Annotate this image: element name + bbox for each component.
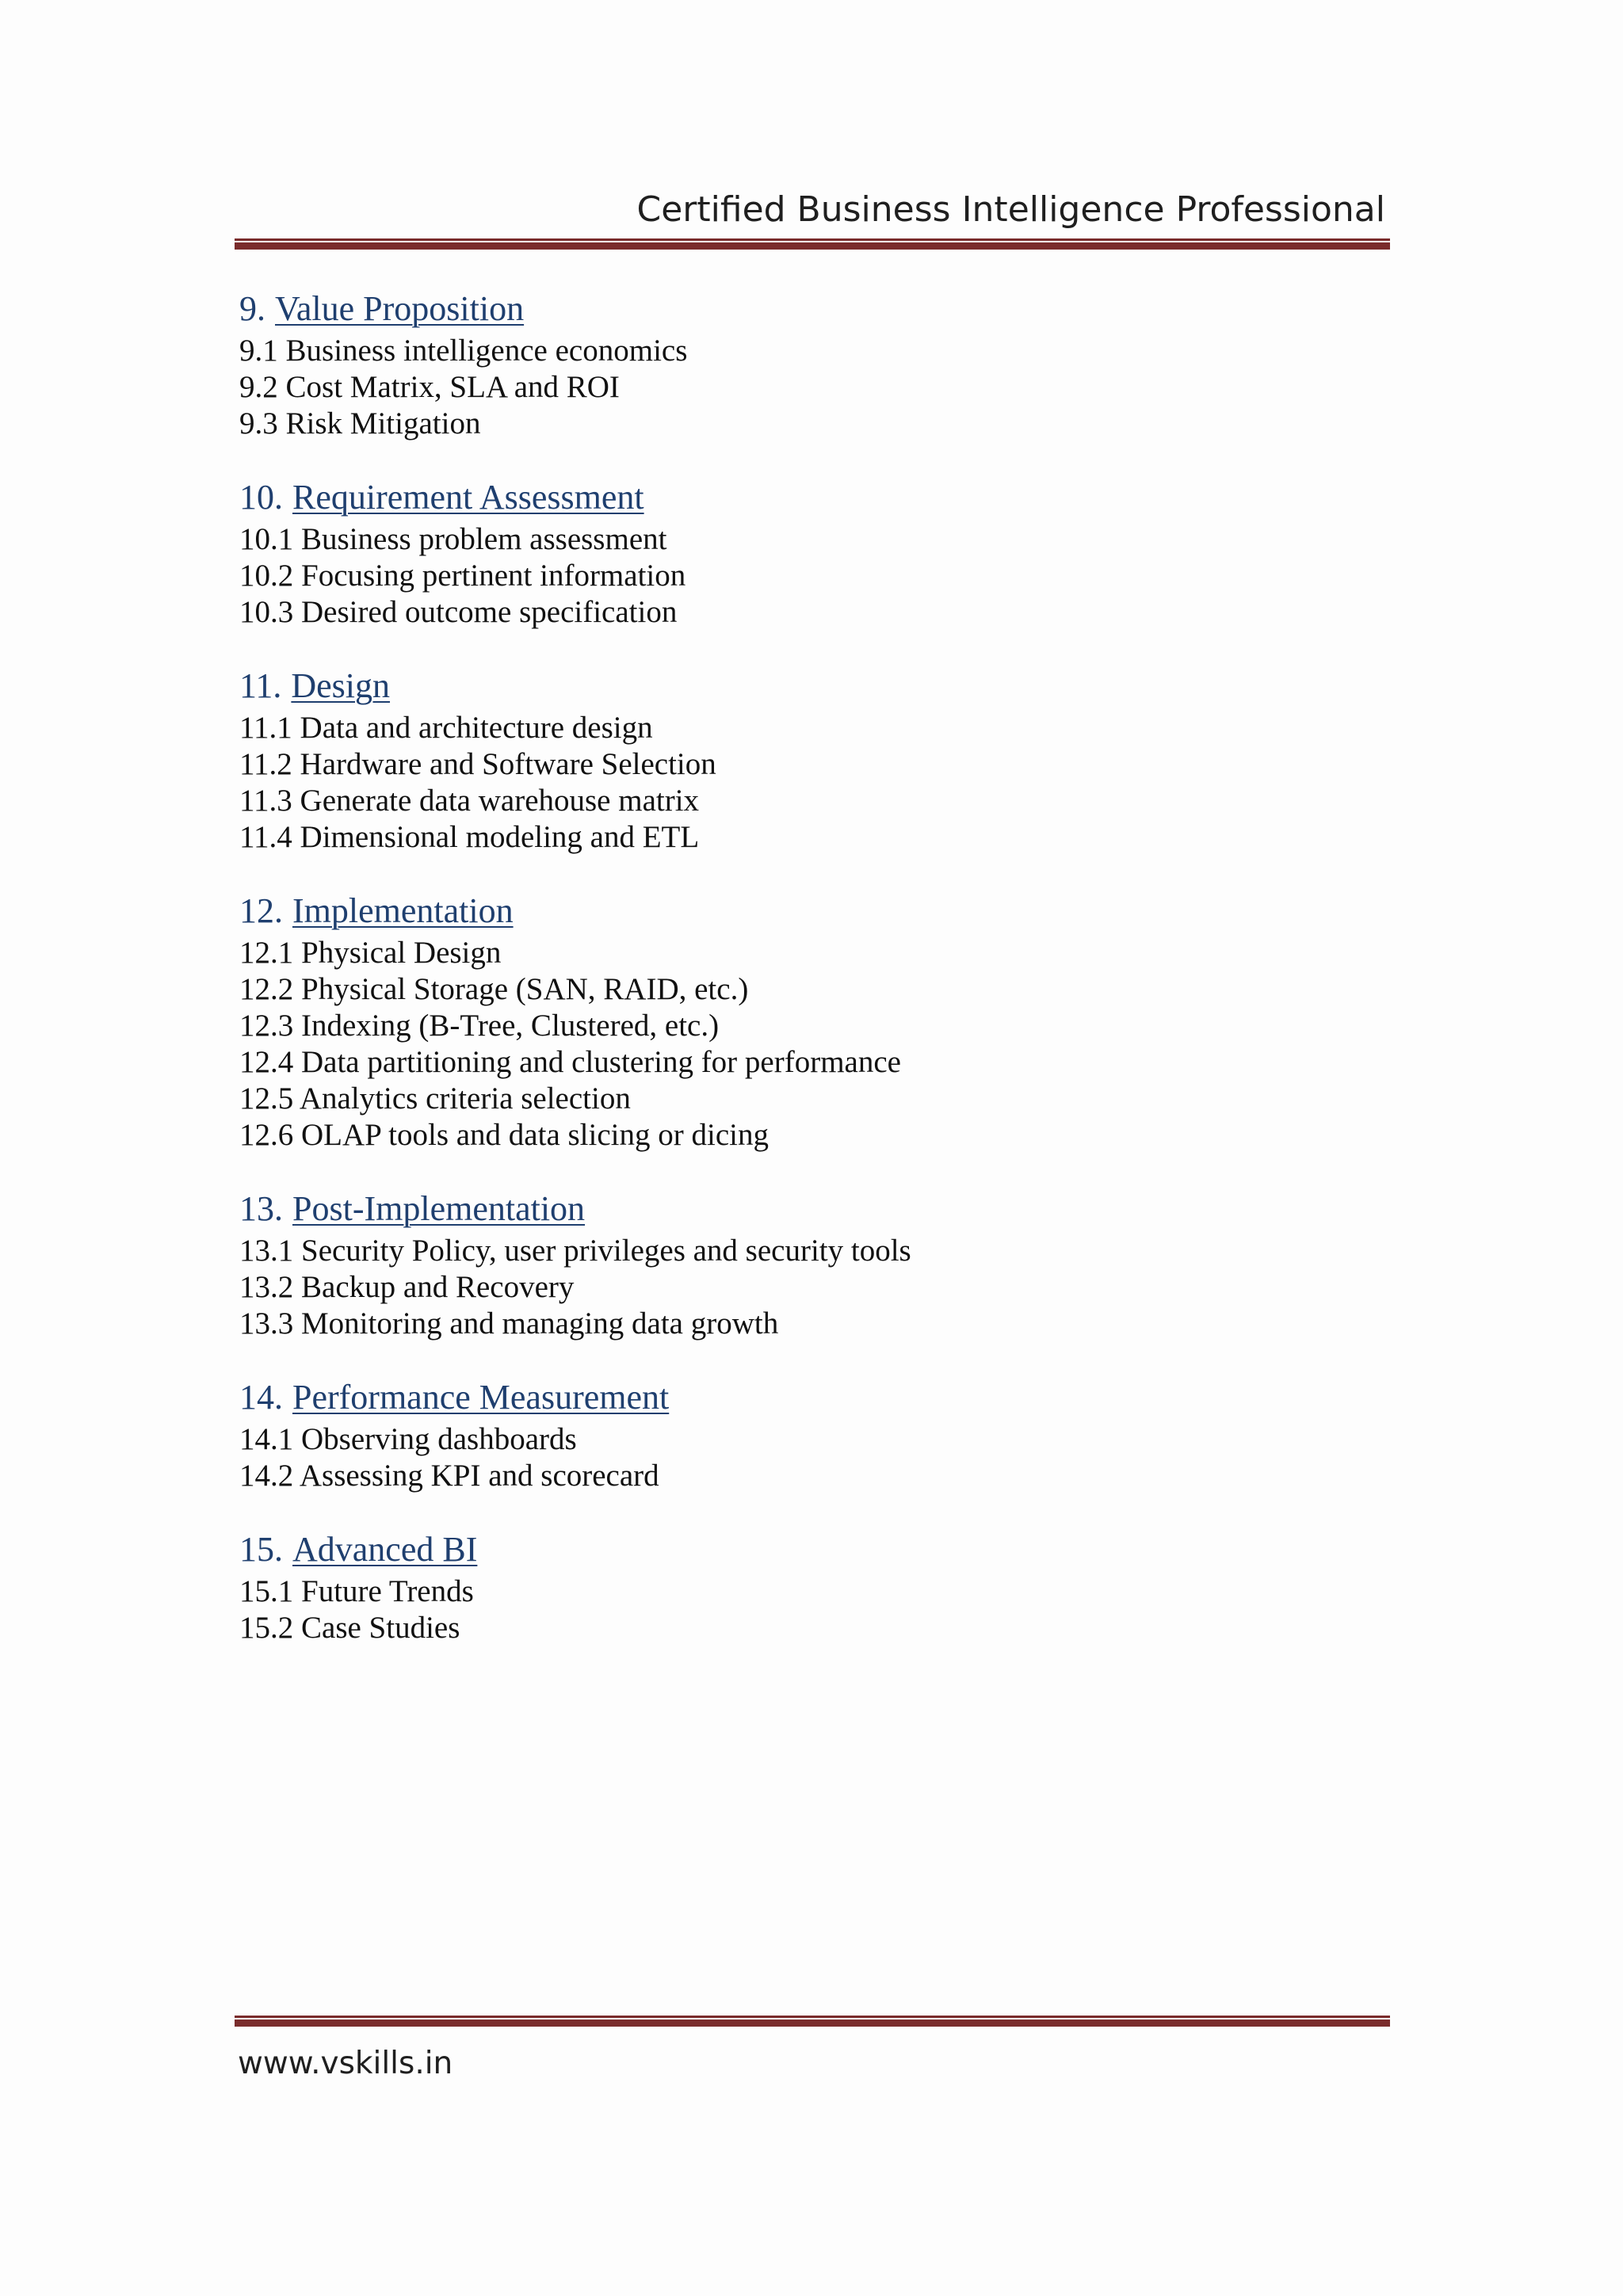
section-heading[interactable] (239, 285, 1349, 333)
section-requirement-assessment (239, 474, 1349, 631)
section-number: 10. (239, 478, 283, 517)
section-title-link[interactable]: Requirement Assessment (292, 478, 644, 517)
section-title-link[interactable]: Advanced BI (292, 1530, 478, 1569)
section-number: 9. (239, 289, 265, 328)
section-title-link[interactable]: Performance Measurement (292, 1378, 670, 1417)
page-header (235, 186, 1390, 250)
section-number: 13. (239, 1189, 283, 1228)
header-title: Certified Business Intelligence Professional (636, 189, 1385, 230)
section-title-link[interactable]: Post-Implementation (292, 1189, 586, 1228)
section-item: 12.5 Analytics criteria selection (239, 1081, 631, 1116)
section-heading[interactable] (239, 887, 1349, 935)
section-item: 10.3 Desired outcome specification (239, 595, 678, 629)
section-item: 11.3 Generate data warehouse matrix (239, 784, 700, 818)
section-item: 10.2 Focusing pertinent information (239, 559, 686, 593)
section-item: 9.2 Cost Matrix, SLA and ROI (239, 370, 620, 404)
section-item: 13.2 Backup and Recovery (239, 1270, 575, 1304)
syllabus-content (239, 285, 1349, 1678)
section-item: 11.1 Data and architecture design (239, 711, 653, 745)
section-item: 12.4 Data partitioning and clustering for performance (239, 1045, 901, 1079)
section-title-link[interactable]: Implementation (292, 891, 514, 930)
section-number: 12. (239, 891, 283, 930)
section-item: 14.1 Observing dashboards (239, 1422, 577, 1456)
section-item: 9.1 Business intelligence economics (239, 334, 688, 368)
section-item: 14.2 Assessing KPI and scorecard (239, 1459, 659, 1493)
section-heading[interactable] (239, 1526, 1349, 1573)
header-rule (235, 238, 1390, 250)
section-title-link[interactable]: Design (291, 666, 391, 705)
section-item: 12.2 Physical Storage (SAN, RAID, etc.) (239, 972, 749, 1006)
section-item: 13.1 Security Policy, user privileges and security tools (239, 1234, 911, 1268)
section-design (239, 662, 1349, 856)
section-item: 15.1 Future Trends (239, 1574, 474, 1608)
section-heading[interactable] (239, 1185, 1349, 1233)
section-item: 12.3 Indexing (B-Tree, Clustered, etc.) (239, 1009, 720, 1043)
section-item: 13.3 Monitoring and managing data growth (239, 1306, 779, 1341)
section-item: 10.1 Business problem assessment (239, 522, 667, 556)
page-footer (235, 2011, 1390, 2084)
section-item: 9.3 Risk Mitigation (239, 406, 481, 441)
section-number: 15. (239, 1530, 283, 1569)
section-implementation (239, 887, 1349, 1154)
section-title-link[interactable]: Value Proposition (275, 289, 525, 328)
section-number: 11. (239, 666, 282, 705)
section-value-proposition (239, 285, 1349, 442)
section-post-implementation (239, 1185, 1349, 1342)
section-item: 15.2 Case Studies (239, 1611, 460, 1645)
footer-url: www.vskills.in (238, 2046, 453, 2081)
section-heading[interactable] (239, 662, 1349, 710)
section-item: 12.6 OLAP tools and data slicing or dicing (239, 1118, 769, 1152)
section-item: 12.1 Physical Design (239, 936, 502, 970)
section-heading[interactable] (239, 1374, 1349, 1421)
section-item: 11.2 Hardware and Software Selection (239, 747, 716, 781)
footer-rule (235, 2016, 1390, 2027)
section-number: 14. (239, 1378, 283, 1417)
section-performance-measurement (239, 1374, 1349, 1494)
section-item: 11.4 Dimensional modeling and ETL (239, 820, 700, 854)
section-heading[interactable] (239, 474, 1349, 521)
section-advanced-bi (239, 1526, 1349, 1646)
